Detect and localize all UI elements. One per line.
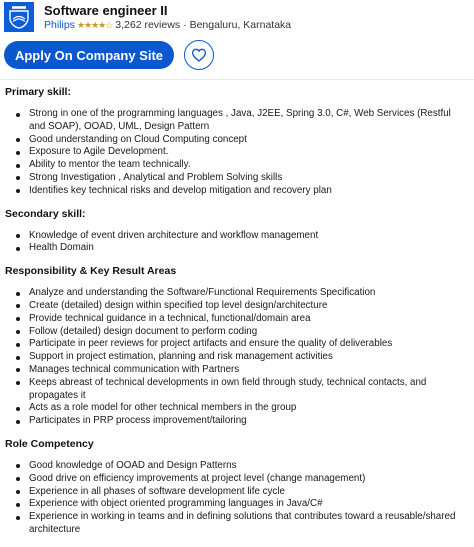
section-list	[0, 287, 474, 428]
list-item: Analyze and understanding the Software/Functional Requirements Specification	[0, 287, 474, 300]
separator: ·	[183, 19, 187, 31]
section-title: Responsibility & Key Result Areas	[5, 265, 177, 278]
list-item: Identifies key technical risks and develop mitigation and recovery plan	[0, 185, 474, 198]
list-item: Strong in one of the programming languages , Java, J2EE, Spring 3.0, C#, Web Services (Restful and SOAP), OOAD, UML, Design Pattern	[0, 108, 474, 134]
section-list	[0, 230, 474, 256]
rating-stars-icon: ★★★★☆	[76, 19, 113, 30]
job-title: Software engineer II	[44, 3, 168, 18]
list-item: Acts as a role model for other technical members in the group	[0, 402, 474, 415]
section-list	[0, 108, 474, 198]
list-item: Participate in peer reviews for project artifacts and ensure the quality of deliverables	[0, 338, 474, 351]
job-location: Bengaluru, Karnataka	[189, 19, 292, 31]
list-item: Experience in all phases of software development life cycle	[0, 486, 474, 499]
list-item: Experience in working in teams and in defining solutions that contributes toward a reusable/shared architecture	[0, 511, 474, 537]
job-description	[0, 86, 474, 547]
apply-on-company-site-button[interactable]: Apply On Company Site	[4, 41, 174, 69]
list-item: Experience with object oriented programming languages in Java/C#	[0, 498, 474, 511]
section-title: Secondary skill:	[5, 207, 86, 220]
list-item: Create (detailed) design within specified top level design/architecture	[0, 300, 474, 313]
job-meta	[44, 19, 291, 31]
list-item: Knowledge of event driven architecture and workflow management	[0, 230, 474, 243]
section-title: Role Competency	[5, 437, 94, 450]
list-item: Ability to mentor the team technically.	[0, 159, 474, 172]
philips-logo-icon	[4, 2, 34, 32]
job-header	[0, 0, 474, 80]
save-job-button[interactable]	[184, 40, 214, 70]
list-item: Good knowledge of OOAD and Design Patterns	[0, 460, 474, 473]
list-item: Good understanding on Cloud Computing concept	[0, 134, 474, 147]
heart-icon	[191, 47, 207, 63]
section-list	[0, 460, 474, 537]
list-item: Participates in PRP process improvement/tailoring	[0, 415, 474, 428]
list-item: Manages technical communication with Partners	[0, 364, 474, 377]
company-link[interactable]: Philips	[44, 19, 75, 31]
section-title: Primary skill:	[5, 86, 71, 98]
list-item: Support in project estimation, planning and risk management activities	[0, 351, 474, 364]
list-item: Keeps abreast of technical developments in own field through study, technical contacts, and propagates it	[0, 377, 474, 403]
reviews-link[interactable]: 3,262 reviews	[115, 19, 181, 31]
list-item: Strong Investigation , Analytical and Problem Solving skills	[0, 172, 474, 185]
list-item: Provide technical guidance in a technical, functional/domain area	[0, 313, 474, 326]
list-item: Health Domain	[0, 242, 474, 255]
list-item: Exposure to Agile Development.	[0, 146, 474, 159]
company-logo[interactable]	[4, 2, 34, 32]
list-item: Good drive on efficiency improvements at project level (change management)	[0, 473, 474, 486]
list-item: Follow (detailed) design document to perform coding	[0, 326, 474, 339]
